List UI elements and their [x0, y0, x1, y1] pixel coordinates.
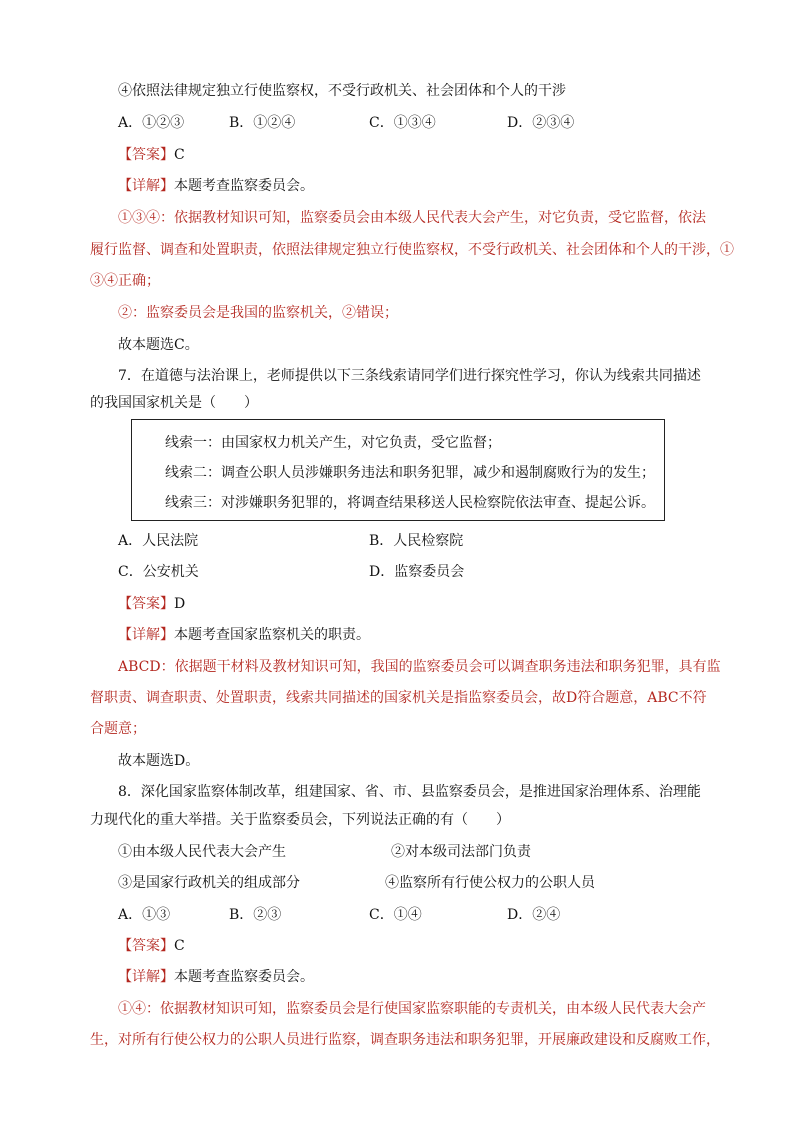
- q8-analysis-line-2: 生，对所有行使公权力的公职人员进行监察，调查职务违法和职务犯罪，开展廉政建设和反腐败工作，: [90, 1032, 720, 1048]
- q8-stem-line-2: 力现代化的重大举措。关于监察委员会，下列说法正确的有（ ）: [90, 812, 510, 828]
- q6-analysis-line-1: ①③④：依据教材知识可知，监察委员会由本级人民代表大会产生，对它负责，受它监督，依法: [118, 210, 706, 226]
- q7-clue-1: 线索一：由国家权力机关产生，对它负责，受它监督；: [165, 435, 501, 451]
- q6-analysis-line-4: ②：监察委员会是我国的监察机关，②错误；: [118, 305, 398, 321]
- q8-option-c: C．①④: [369, 907, 422, 923]
- q8-option-d: D．②④: [507, 907, 561, 923]
- q7-stem-line-2: 的我国国家机关是（ ）: [90, 395, 258, 411]
- q8-item-3: ③是国家行政机关的组成部分: [118, 875, 300, 891]
- detail-text: 本题考查国家监察机关的职责。: [174, 627, 370, 643]
- q8-item-4: ④监察所有行使公权力的公职人员: [385, 875, 595, 891]
- q8-answer: [118, 936, 185, 956]
- answer-tag: 【答案】: [118, 596, 174, 612]
- q7-analysis-line-1: ABCD：依据题干材料及教材知识可知，我国的监察委员会可以调查职务违法和职务犯罪，具有监: [118, 659, 721, 675]
- answer-tag: 【答案】: [118, 938, 174, 954]
- answer-tag: 【答案】: [118, 147, 174, 163]
- q7-analysis-line-2: 督职责、调查职责、处置职责，线索共同描述的国家机关是指监察委员会，故D符合题意，ABC不符: [90, 690, 707, 706]
- detail-tag: 【详解】: [118, 969, 174, 985]
- q7-detail: [118, 625, 370, 645]
- q8-detail: [118, 967, 314, 987]
- q6-option-b: B．①②④: [229, 115, 296, 131]
- q6-analysis-line-3: ③④正确；: [90, 273, 160, 289]
- detail-tag: 【详解】: [118, 627, 174, 643]
- q6-detail: [118, 176, 314, 196]
- q6-option-c: C．①③④: [369, 115, 436, 131]
- q7-clue-3: 线索三：对涉嫌职务犯罪的，将调查结果移送人民检察院依法审查、提起公诉。: [165, 495, 655, 511]
- q8-analysis-line-1: ①④：依据教材知识可知，监察委员会是行使国家监察职能的专责机关，由本级人民代表大会产: [118, 1001, 706, 1017]
- q7-option-d: D．监察委员会: [369, 564, 465, 580]
- q7-conclusion: 故本题选D。: [118, 753, 200, 769]
- q6-option-d: D．②③④: [507, 115, 575, 131]
- answer-value: D: [174, 596, 186, 612]
- q8-option-b: B．②③: [229, 907, 282, 923]
- q8-option-a: A．①③: [118, 907, 171, 923]
- q7-clue-box: [131, 419, 665, 521]
- q7-clue-2: 线索二：调查公职人员涉嫌职务违法和职务犯罪，减少和遏制腐败行为的发生；: [165, 465, 655, 481]
- q7-stem-line-1: 7．在道德与法治课上，老师提供以下三条线索请同学们进行探究性学习，你认为线索共同描述: [118, 368, 701, 384]
- q7-answer: [118, 594, 185, 614]
- answer-value: C: [174, 938, 185, 954]
- q6-conclusion: 故本题选C。: [118, 337, 199, 353]
- q6-option-a: A．①②③: [118, 115, 185, 131]
- q6-analysis-line-2: 履行监督、调查和处置职责，依照法律规定独立行使监察权，不受行政机关、社会团体和个人的干涉，①: [90, 242, 734, 258]
- q8-stem-line-1: 8．深化国家监察体制改革，组建国家、省、市、县监察委员会，是推进国家治理体系、治理能: [118, 784, 701, 800]
- detail-tag: 【详解】: [118, 178, 174, 194]
- answer-value: C: [174, 147, 185, 163]
- q7-analysis-line-3: 合题意；: [90, 721, 146, 737]
- q7-option-c: C．公安机关: [118, 564, 199, 580]
- q7-option-b: B．人民检察院: [369, 533, 464, 549]
- q6-item-4: ④依照法律规定独立行使监察权，不受行政机关、社会团体和个人的干涉: [118, 83, 566, 99]
- q8-item-2: ②对本级司法部门负责: [391, 844, 531, 860]
- q8-item-1: ①由本级人民代表大会产生: [118, 844, 286, 860]
- detail-text: 本题考查监察委员会。: [174, 178, 314, 194]
- q6-answer: [118, 145, 185, 165]
- q7-option-a: A．人民法院: [118, 533, 199, 549]
- detail-text: 本题考查监察委员会。: [174, 969, 314, 985]
